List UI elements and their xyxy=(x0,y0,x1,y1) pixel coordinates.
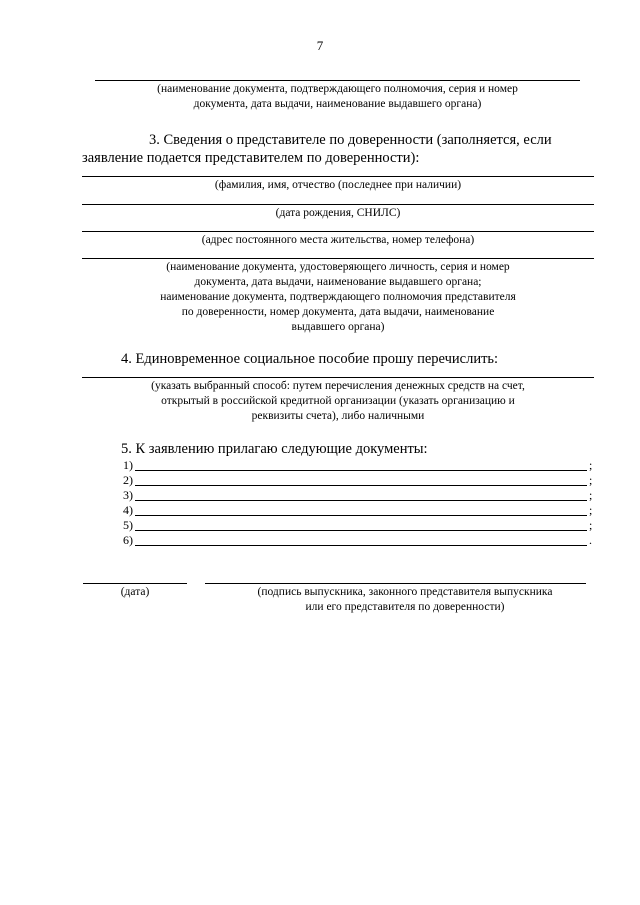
caption-line: наименование документа, подтверждающего полномочия представителя xyxy=(160,291,516,303)
caption-line: открытый в российской кредитной организации (указать организацию и xyxy=(161,395,515,407)
caption-line: выдавшего органа) xyxy=(291,321,385,333)
representative-birth-line[interactable] xyxy=(82,204,594,205)
attachment-number: 6) xyxy=(123,533,133,547)
section3-heading-line2: заявление подается представителем по доверенности): xyxy=(82,150,420,166)
representative-fio-caption: (фамилия, имя, отчество (последнее при наличии) xyxy=(214,179,462,191)
caption-line: (наименование документа, подтверждающего полномочия, серия и номер xyxy=(157,83,518,95)
caption-line: (указать выбранный способ: путем перечисления денежных средств на счет, xyxy=(151,380,525,392)
section4-heading: 4. Единовременное социальное пособие прошу перечислить: xyxy=(121,351,499,367)
signature-caption xyxy=(205,585,605,615)
page-number: 7 xyxy=(316,38,324,53)
attachment-input-line[interactable] xyxy=(135,530,587,531)
attachment-input-line[interactable] xyxy=(135,500,587,501)
attachment-number: 2) xyxy=(123,473,133,487)
signature-line[interactable] xyxy=(205,583,586,584)
date-line[interactable] xyxy=(83,583,187,584)
caption-line: или его представителя по доверенности) xyxy=(305,601,505,613)
caption-line: документа, дата выдачи, наименование выдавшего органа; xyxy=(194,276,482,288)
attachment-number: 1) xyxy=(123,458,133,472)
section5-heading: 5. К заявлению прилагаю следующие документы: xyxy=(121,441,428,457)
representative-fio-line[interactable] xyxy=(82,176,594,177)
authority-document-caption xyxy=(95,82,580,112)
caption-line: (наименование документа, удостоверяющего личность, серия и номер xyxy=(166,261,510,273)
attachment-terminator: ; xyxy=(589,488,593,502)
attachment-terminator: ; xyxy=(589,458,593,472)
attachment-input-line[interactable] xyxy=(135,545,587,546)
caption-line: (подпись выпускника, законного представителя выпускника xyxy=(257,586,553,598)
representative-documents-caption xyxy=(82,260,594,335)
attachment-terminator: ; xyxy=(589,518,593,532)
representative-documents-line[interactable] xyxy=(82,258,594,259)
representative-address-line[interactable] xyxy=(82,231,594,232)
caption-line: документа, дата выдачи, наименование выдавшего органа) xyxy=(193,98,482,110)
payment-method-line[interactable] xyxy=(82,377,594,378)
attachment-number: 3) xyxy=(123,488,133,502)
section3-heading xyxy=(82,131,582,167)
attachment-input-line[interactable] xyxy=(135,470,587,471)
attachment-terminator: ; xyxy=(589,473,593,487)
caption-line: по доверенности, номер документа, дата выдачи, наименование xyxy=(181,306,495,318)
attachment-number: 4) xyxy=(123,503,133,517)
payment-method-caption xyxy=(82,379,594,424)
attachment-input-line[interactable] xyxy=(135,515,587,516)
attachment-input-line[interactable] xyxy=(135,485,587,486)
attachment-terminator: . xyxy=(589,533,592,547)
authority-document-line[interactable] xyxy=(95,80,580,81)
attachment-number: 5) xyxy=(123,518,133,532)
section3-heading-line1: 3. Сведения о представителе по доверенности (заполняется, если xyxy=(149,132,552,148)
caption-line: реквизиты счета), либо наличными xyxy=(251,410,425,422)
representative-address-caption: (адрес постоянного места жительства, номер телефона) xyxy=(201,234,475,246)
representative-birth-caption: (дата рождения, СНИЛС) xyxy=(275,207,401,219)
date-caption: (дата) xyxy=(120,586,150,598)
attachment-terminator: ; xyxy=(589,503,593,517)
